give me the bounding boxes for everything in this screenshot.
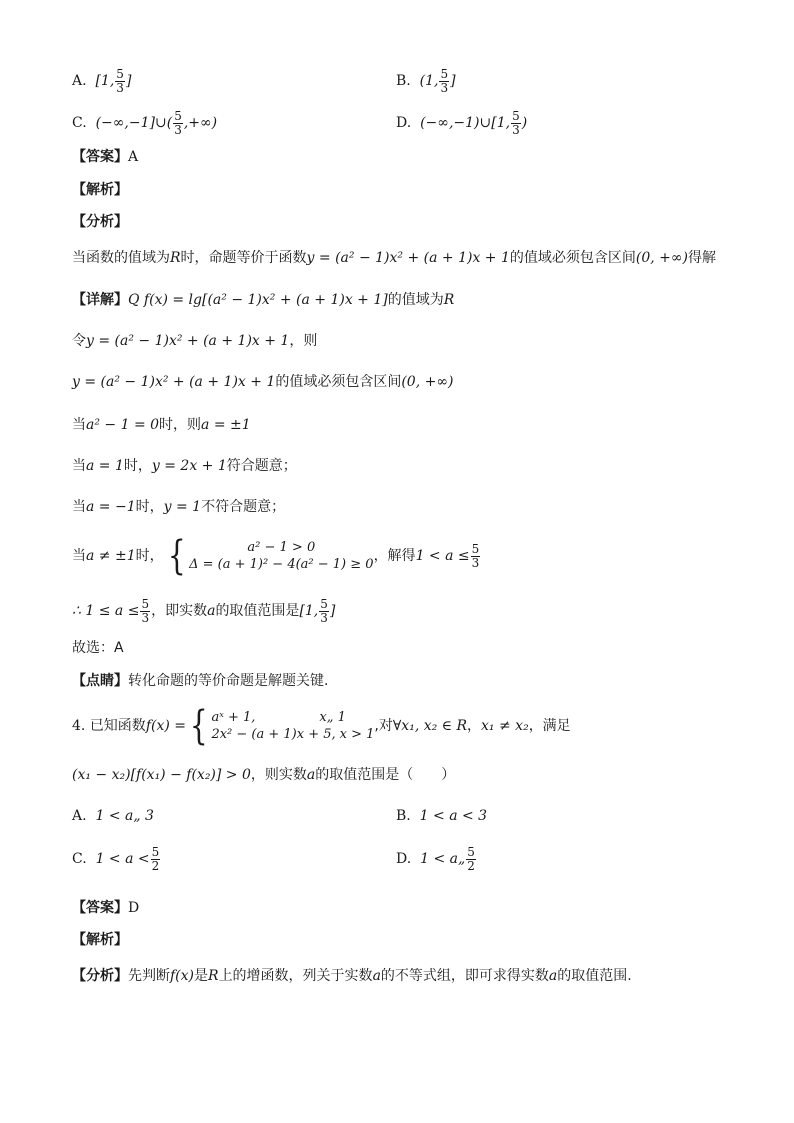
question-number: 4. [72, 718, 86, 734]
option-expr: [1, [95, 73, 115, 90]
q3-contain: y = (a² − 1)x² + (a + 1)x + 1 的值域必须包含区间 (0, +∞) [72, 374, 454, 390]
q4-answer [72, 901, 139, 915]
fraction: $\frac{5}{2}$ [467, 845, 475, 873]
math-expr: Q f(x) = lg[(a² − 1)x² + (a + 1)x + 1] [128, 292, 388, 308]
q4-stem-cont: (x₁ − x₂)[f(x₁) − f(x₂)] > 0 ，则实数 a 的取值范围是（ ） [72, 767, 456, 783]
section-tag: 【分析】 [72, 968, 128, 984]
q4-option-c[interactable] [72, 846, 161, 872]
fraction: $\frac{5}{3}$ [320, 597, 328, 625]
section-tag: 【点睛】 [72, 673, 128, 689]
equation-system: { a² − 1 > 0 Δ = (a + 1)² − 4(a² − 1) ≥ 0 [167, 533, 374, 579]
q4-option-a[interactable] [72, 808, 154, 824]
section-tag: 【解析】 [72, 932, 128, 948]
q3-ling: 令 y = (a² − 1)x² + (a + 1)x + 1 ，则 [72, 333, 318, 349]
q4-stem: 4. 已知函数 f(x) = { aˣ + 1, x„ 1 2x² − (a + 1)x + 5, x > 1 ,对 ∀x₁, x₂ ∈ R ， x₁ ≠ x₂ ，满足 [72, 703, 571, 749]
fraction: $\frac{5}{2}$ [151, 845, 160, 873]
option-label: A. [72, 808, 87, 824]
option-expr: ,+∞) [183, 115, 218, 132]
q3-option-b[interactable] [396, 68, 456, 94]
q3-choose: 故选：A [72, 640, 124, 656]
fraction: $\frac{5}{3}$ [116, 67, 124, 95]
math-expr: y = (a² − 1)x² + (a + 1)x + 1 [306, 250, 510, 266]
q4-jiexi [72, 933, 128, 947]
option-expr: (1, [419, 73, 439, 90]
q3-case1: 当 a² − 1 = 0 时，则 a = ±1 [72, 417, 251, 433]
option-expr: ] [450, 73, 456, 90]
fraction: $\frac{5}{3}$ [471, 541, 480, 570]
q3-fenxi-text: 当函数的值域为 R 时，命题等价于函数 y = (a² − 1)x² + (a + 1)x + 1 的值域必须包含区间 (0, +∞) 得解 [72, 250, 717, 266]
section-tag: 【解析】 [72, 182, 128, 198]
option-expr: ] [125, 73, 132, 90]
math-expr: (0, +∞) [635, 250, 689, 266]
fraction: $\frac{5}{3}$ [512, 109, 520, 137]
option-label: D. [396, 851, 412, 868]
option-expr: 1 < a < 3 [419, 808, 488, 824]
q4-option-d[interactable] [396, 846, 477, 872]
option-expr: (−∞,−1)∪[1, [420, 115, 511, 132]
option-expr: (−∞,−1]∪( [95, 115, 173, 132]
q3-detail: 【详解】 Q f(x) = lg[(a² − 1)x² + (a + 1)x + 1] 的值域为 R [72, 292, 455, 308]
option-label: C. [72, 115, 87, 132]
option-label: A. [72, 73, 87, 90]
left-brace-icon: { [167, 533, 186, 579]
option-expr: 1 < a„ 3 [95, 808, 154, 824]
math-expr: y = (a² − 1)x² + (a + 1)x + 1 [72, 374, 276, 390]
q3-conclusion: ∴ 1 ≤ a ≤ $\frac{5}{3}$ ，即实数 a 的取值范围是 [1, $\frac{5}{3}$ ] [72, 597, 336, 625]
left-brace-icon: { [189, 703, 208, 749]
math-expr: (0, +∞) [401, 374, 454, 390]
answer-value: A [128, 149, 139, 165]
option-label: B. [396, 808, 411, 824]
fraction: $\frac{5}{3}$ [141, 597, 150, 625]
section-tag: 【分析】 [72, 214, 128, 230]
section-tag: 【详解】 [72, 292, 128, 308]
q3-case3: 当 a = −1 时， y = 1 不符合题意； [72, 499, 286, 515]
q3-answer [72, 150, 138, 164]
option-expr: 1 < a„ [420, 851, 466, 868]
piecewise-function: { aˣ + 1, x„ 1 2x² − (a + 1)x + 5, x > 1 [189, 703, 375, 749]
math-expr: (x₁ − x₂)[f(x₁) − f(x₂)] > 0 [72, 767, 251, 783]
q3-jiexi [72, 183, 128, 197]
q3-option-d[interactable] [396, 110, 527, 136]
math-expr: y = (a² − 1)x² + (a + 1)x + 1 [86, 333, 290, 349]
q4-fenxi: 【分析】 先判断 f(x) 是 R 上的增函数，列关于实数 a 的不等式组，即可求得实数 a 的取值范围. [72, 968, 632, 984]
answer-value: D [128, 900, 140, 916]
fraction: $\frac{5}{3}$ [440, 67, 449, 95]
q3-option-a[interactable] [72, 68, 131, 94]
fraction: $\frac{5}{3}$ [174, 109, 182, 137]
q3-dianjing: 【点睛】 转化命题的等价命题是解题关键. [72, 673, 329, 689]
q3-option-c[interactable] [72, 110, 217, 136]
q3-case2: 当 a = 1 时， y = 2x + 1 符合题意； [72, 458, 297, 474]
option-label: C. [72, 851, 87, 868]
q3-case4: 当 a ≠ ±1 时， { a² − 1 > 0 Δ = (a + 1)² − 4(a² − 1) ≥ 0 ，解得 1 < a ≤ $\frac{5}{3}$ [72, 533, 480, 579]
option-label: D. [396, 115, 412, 132]
option-expr: ) [521, 115, 528, 132]
q4-option-b[interactable] [396, 808, 487, 824]
q3-fenxi-heading [72, 215, 128, 229]
option-expr: 1 < a < [95, 851, 150, 868]
answer-tag: 【答案】 [72, 149, 128, 165]
option-label: B. [396, 73, 411, 90]
answer-tag: 【答案】 [72, 900, 128, 916]
